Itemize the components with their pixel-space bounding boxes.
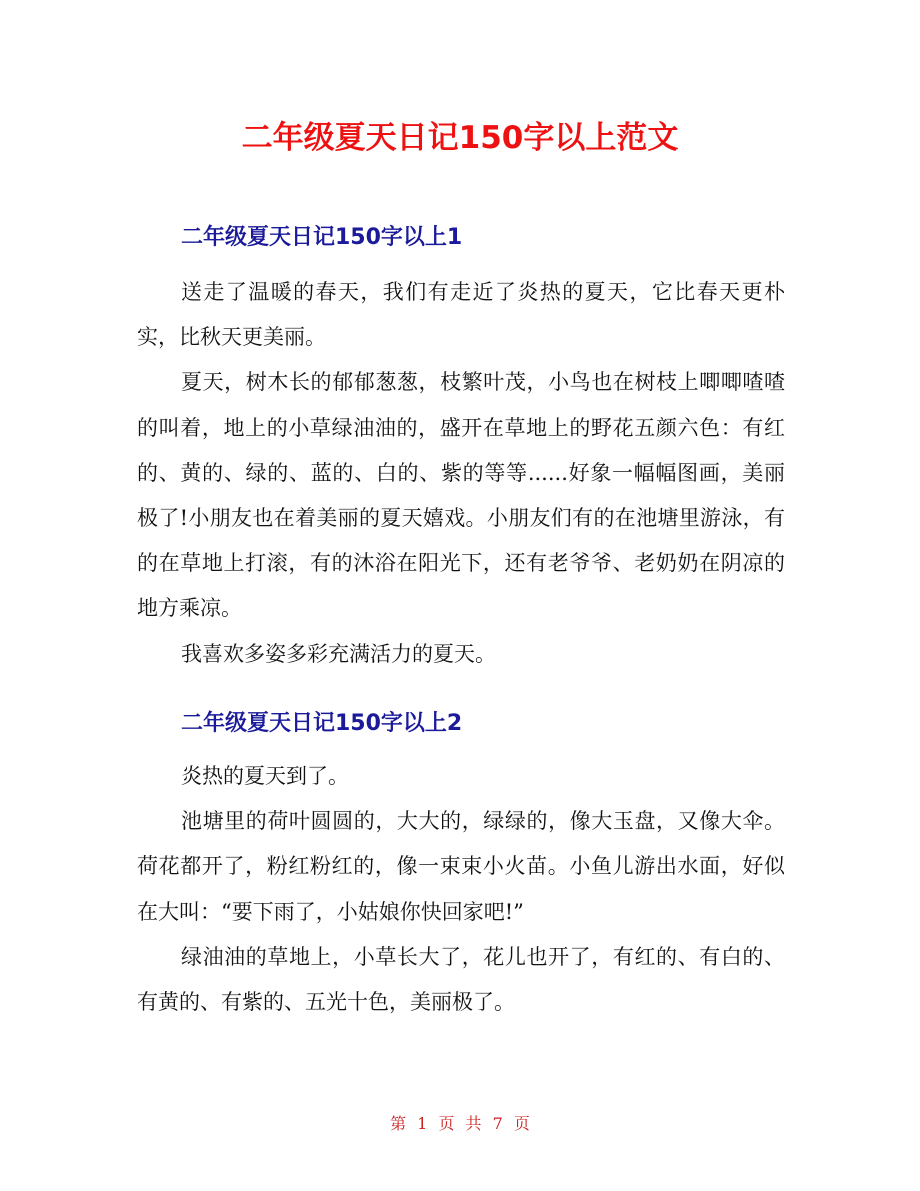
- paragraph: 绿油油的草地上，小草长大了，花儿也开了，有红的、有白的、有黄的、有紫的、五光十色，美丽极了。: [137, 944, 785, 1015]
- paragraph: 炎热的夏天到了。: [181, 764, 349, 788]
- page-number-footer: 第 1 页 共 7 页: [390, 1114, 530, 1133]
- section-heading-2: 二年级夏天日记150字以上2: [181, 711, 463, 736]
- document-title: 二年级夏天日记150字以上范文: [241, 120, 679, 156]
- paragraph: 我喜欢多姿多彩充满活力的夏天。: [181, 641, 496, 666]
- section-body-2: [137, 754, 785, 1025]
- paragraph: 送走了温暖的春天，我们有走近了炎热的夏天，它比春天更朴实，比秋天更美丽。: [137, 280, 785, 350]
- paragraph: 夏天，树木长的郁郁葱葱，枝繁叶茂，小鸟也在树枝上唧唧喳喳的叫着，地上的小草绿油油的，盛开在草地上的野花五颜六色：有红的、黄的、绿的、蓝的、白的、紫的等等......好象一幅幅图画，美丽极了!小朋友也在着美丽的夏天嬉戏。小朋友们有的在池塘里游泳，有的在草地上打滚，有的沐浴在阳光下，还有老爷爷、老奶奶在阴凉的地方乘凉。: [137, 370, 785, 621]
- section-heading-1: 二年级夏天日记150字以上1: [181, 225, 463, 250]
- section-body-1: [137, 270, 785, 677]
- paragraph: 池塘里的荷叶圆圆的，大大的，绿绿的，像大玉盘，又像大伞。荷花都开了，粉红粉红的，像一束束小火苗。小鱼儿游出水面，好似在大叫：“要下雨了，小姑娘你快回家吧!”: [137, 809, 785, 924]
